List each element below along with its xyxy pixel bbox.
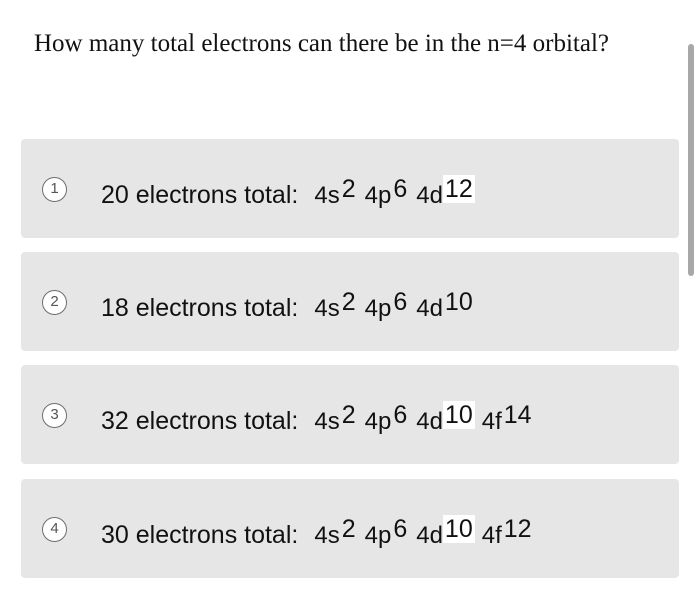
term-base: 4p [364,522,392,549]
electron-configuration [314,175,481,209]
config-term-4s [314,401,357,435]
term-exponent: 10 [444,515,473,543]
term-exponent: 2 [341,401,356,429]
answer-option-1[interactable] [21,139,679,238]
term-exponent: 14 [503,401,532,429]
term-base: 4d [416,295,443,322]
term-base: 4p [364,182,392,209]
config-term-4p [364,401,410,435]
term-base: 4d [416,182,443,209]
term-base: 4f [481,522,502,549]
term-exponent: 6 [393,175,408,203]
option-answer [101,515,541,549]
option-answer [101,175,482,209]
term-exponent: 6 [393,288,408,316]
config-term-4d [416,175,475,209]
option-label: 30 electrons total: [101,521,299,549]
term-exponent: 2 [341,175,356,203]
electron-configuration [314,288,481,322]
config-term-4d [416,515,475,549]
term-exponent: 12 [503,515,532,543]
term-base: 4p [364,408,392,435]
config-term-4f [481,515,534,549]
question-text: How many total electrons can there be in the n=4 orbital? [34,30,610,57]
option-label: 20 electrons total: [101,181,299,209]
term-base: 4s [314,408,340,435]
option-answer [101,288,482,322]
option-label: 32 electrons total: [101,407,299,435]
answer-option-3[interactable] [21,365,679,464]
term-exponent: 12 [444,175,473,203]
term-exponent: 10 [444,288,473,316]
term-base: 4d [416,408,443,435]
term-exponent: 10 [444,401,473,429]
answer-option-4[interactable] [21,479,679,578]
term-exponent: 2 [341,515,356,543]
term-base: 4s [314,522,340,549]
term-base: 4s [314,182,340,209]
vertical-scrollbar[interactable] [688,44,694,276]
term-exponent: 6 [393,515,408,543]
config-term-4d [416,401,475,435]
electron-configuration [314,515,540,549]
config-term-4p [364,288,410,322]
config-term-4p [364,175,410,209]
term-exponent: 2 [341,288,356,316]
electron-configuration [314,401,540,435]
term-base: 4s [314,295,340,322]
term-base: 4f [481,408,502,435]
option-number-badge: 4 [42,517,67,542]
option-number-badge: 3 [42,403,67,428]
option-number-badge: 2 [42,290,67,315]
config-term-4f [481,401,534,435]
term-exponent: 6 [393,401,408,429]
config-term-4s [314,288,357,322]
answer-option-2[interactable] [21,252,679,351]
config-term-4s [314,515,357,549]
term-base: 4d [416,522,443,549]
option-label: 18 electrons total: [101,294,299,322]
config-term-4d [416,288,475,322]
term-base: 4p [364,295,392,322]
config-term-4s [314,175,357,209]
config-term-4p [364,515,410,549]
option-answer [101,401,541,435]
option-number-badge: 1 [42,177,67,202]
